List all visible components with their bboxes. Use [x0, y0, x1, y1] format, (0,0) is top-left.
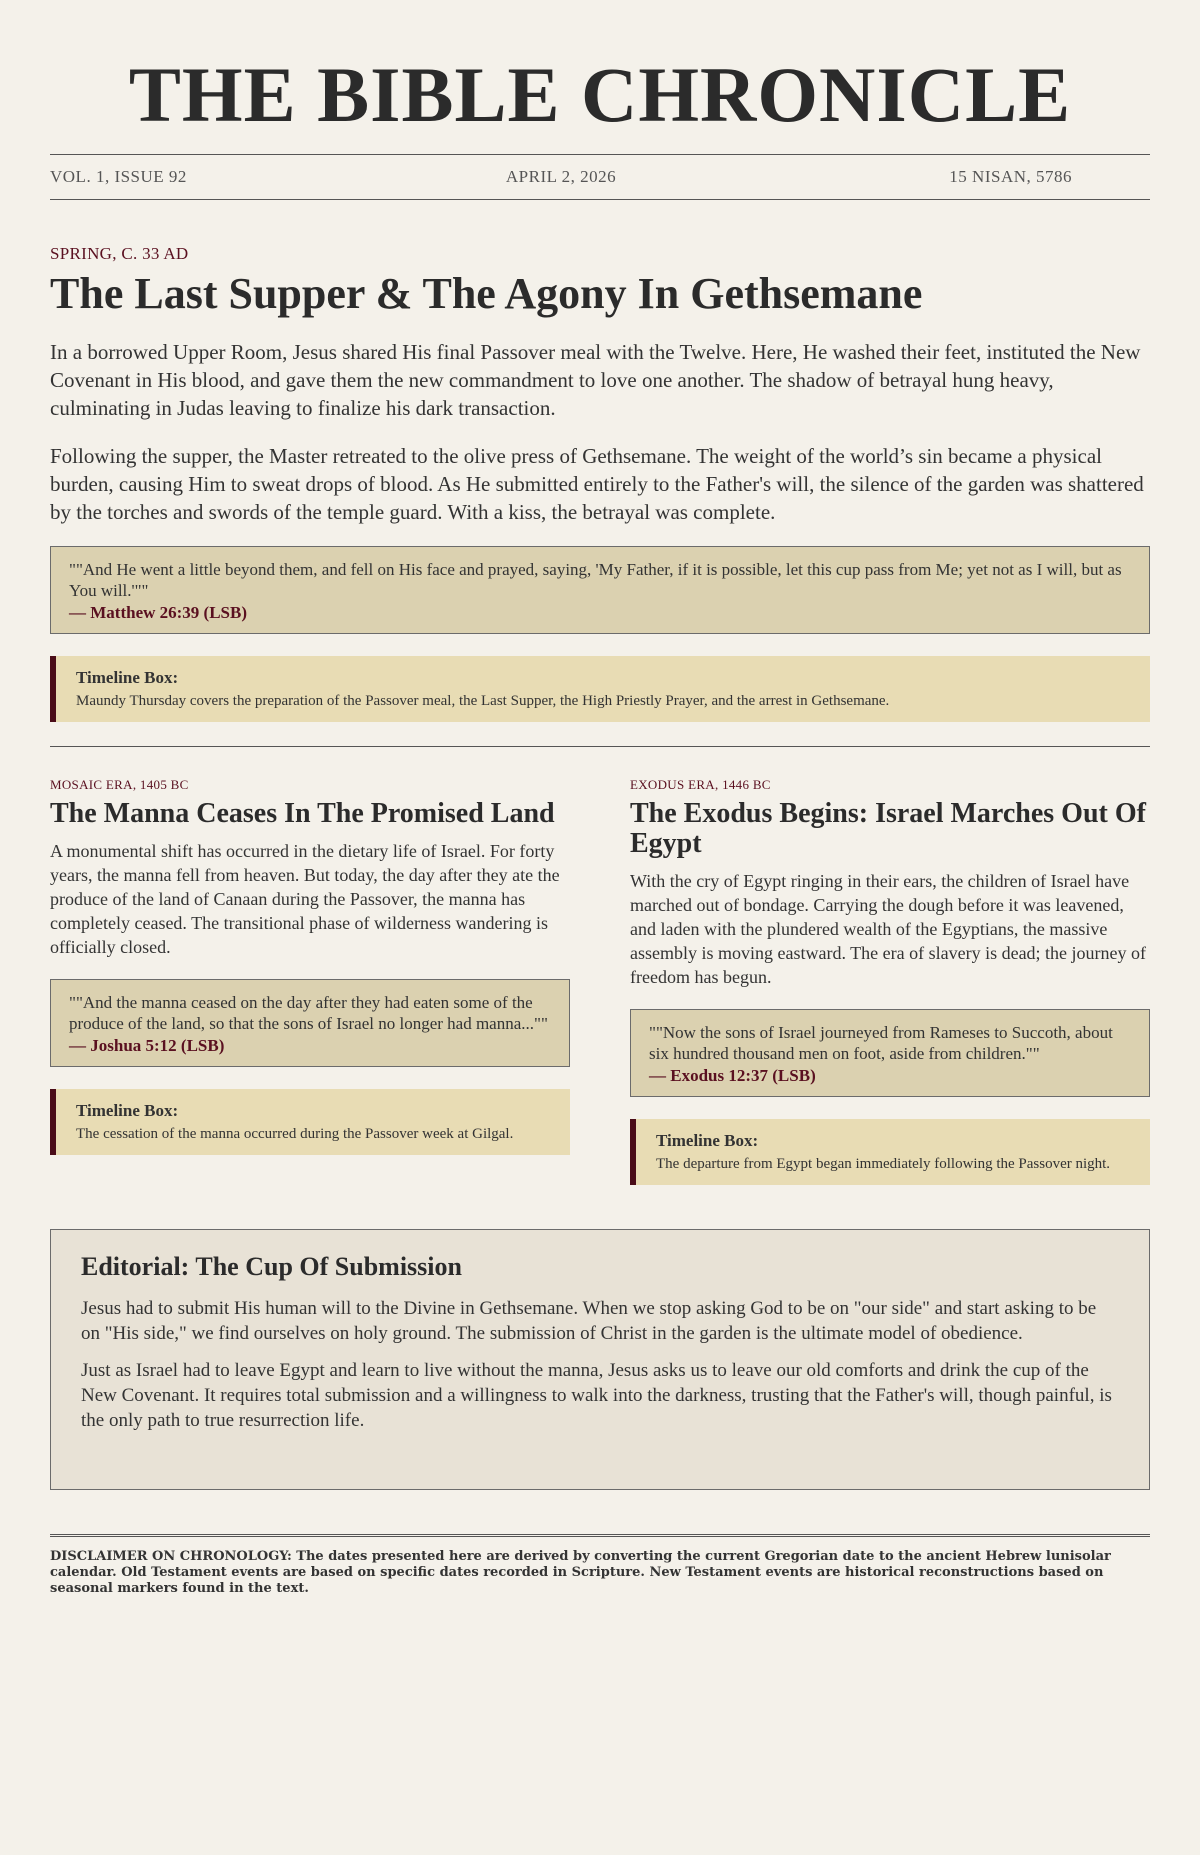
timeline-label: Timeline Box: — [656, 1131, 759, 1151]
article-exodus — [630, 777, 1150, 1185]
hebrew-date: 15 NISAN, 5786 — [949, 167, 1072, 186]
timeline-text: The departure from Egypt began immediately following the Passover night. — [656, 1156, 1111, 1173]
editorial-headline: Editorial: The Cup Of Submission — [81, 1252, 462, 1282]
chronology-disclaimer: DISCLAIMER ON CHRONOLOGY: The dates presented here are derived by converting the current Gregorian date to the ancient Hebrew lunisolar calendar. Old Testament events are based on specific dates recorded in Scripture. New Testament events are historical reconstructions based on seasonal markers found in the text. — [50, 1534, 1150, 1597]
timeline-text: Maundy Thursday covers the preparation of the Passover meal, the Last Supper, the High Priestly Prayer, and the arrest in Gethsemane. — [76, 693, 890, 710]
article-body: With the cry of Egypt ringing in their ears, the children of Israel have marched out of bondage. Carrying the dough before it was leavened, and laden with the plundered wealth of the Egyptians, the massive assembly is moving eastward. The era of slavery is dead; the journey of freedom has begun. — [630, 871, 1147, 988]
timeline-label: Timeline Box: — [76, 668, 179, 688]
two-column-section — [50, 777, 1150, 1185]
quote-reference: — Exodus 12:37 (LSB) — [649, 1066, 816, 1086]
issue-date: APRIL 2, 2026 — [505, 167, 617, 186]
timeline-label: Timeline Box: — [76, 1101, 179, 1121]
masthead-title: THE BIBLE CHRONICLE — [128, 51, 1072, 138]
article-headline: The Manna Ceases In The Promised Land — [50, 798, 555, 830]
lead-headline: The Last Supper & The Agony In Gethsemane — [50, 269, 923, 318]
quote-text: ""And the manna ceased on the day after they had eaten some of the produce of the land, so that the sons of Israel no longer had manna..."" — [69, 993, 548, 1034]
quote-text: ""Now the sons of Israel journeyed from Rameses to Succoth, about six hundred thousand men on foot, aside from children."" — [649, 1023, 1113, 1064]
section-divider — [50, 746, 1150, 747]
quote-reference: — Matthew 26:39 (LSB) — [69, 603, 248, 623]
lead-scripture-quote — [50, 546, 1150, 634]
article-headline: The Exodus Begins: Israel Marches Out Of Egypt — [630, 798, 1146, 860]
lead-paragraph: In a borrowed Upper Room, Jesus shared His final Passover meal with the Twelve. Here, He washed their feet, instituted the New Covenant in His blood, and gave them the new commandment to love one another. The shadow of betrayal hung heavy, culminating in Judas leaving to finalize his dark transaction. — [50, 340, 1141, 421]
quote-text: ""And He went a little beyond them, and fell on His face and prayed, saying, 'My Father, if it is possible, let this cup pass from Me; yet not as I will, but as You will.'"" — [69, 560, 1122, 601]
article-scripture-quote — [50, 979, 570, 1067]
lead-paragraph: Following the supper, the Master retreated to the olive press of Gethsemane. The weight of the world’s sin became a physical burden, causing Him to sweat drops of blood. As He submitted entirely to the Father's will, the silence of the garden was shattered by the torches and swords of the temple guard. With a kiss, the betrayal was complete. — [50, 444, 1144, 525]
lead-timeline-box — [50, 656, 1150, 722]
editorial-paragraph: Jesus had to submit His human will to the Divine in Gethsemane. When we stop asking God to be on "our side" and start asking to be on "His side," we find ourselves on holy ground. The submission of Christ in the garden is the ultimate model of obedience. — [81, 1298, 1097, 1345]
article-body: A monumental shift has occurred in the dietary life of Israel. For forty years, the manna fell from heaven. But today, the day after they ate the produce of the land of Canaan during the Passover, the manna has completely ceased. The transitional phase of wilderness wandering is officially closed. — [50, 841, 560, 958]
quote-reference: — Joshua 5:12 (LSB) — [69, 1036, 225, 1056]
article-kicker: EXODUS ERA, 1446 BC — [630, 777, 771, 793]
newspaper-page — [50, 0, 1150, 1597]
article-manna — [50, 777, 570, 1185]
article-scripture-quote — [630, 1009, 1150, 1097]
article-timeline-box — [630, 1119, 1150, 1185]
article-timeline-box — [50, 1089, 570, 1155]
editorial-box — [50, 1229, 1150, 1490]
article-kicker: MOSAIC ERA, 1405 BC — [50, 777, 189, 793]
lead-article — [50, 244, 1150, 722]
issue-info-bar — [50, 154, 1150, 200]
lead-kicker: SPRING, C. 33 AD — [50, 244, 189, 263]
editorial-paragraph: Just as Israel had to leave Egypt and learn to live without the manna, Jesus asks us to leave our old comforts and drink the cup of the New Covenant. It requires total submission and a willingness to walk into the darkness, trusting that the Father's will, though painful, is the only path to true resurrection life. — [81, 1360, 1112, 1432]
timeline-text: The cessation of the manna occurred during the Passover week at Gilgal. — [76, 1126, 514, 1143]
issue-number: VOL. 1, ISSUE 92 — [50, 167, 187, 186]
